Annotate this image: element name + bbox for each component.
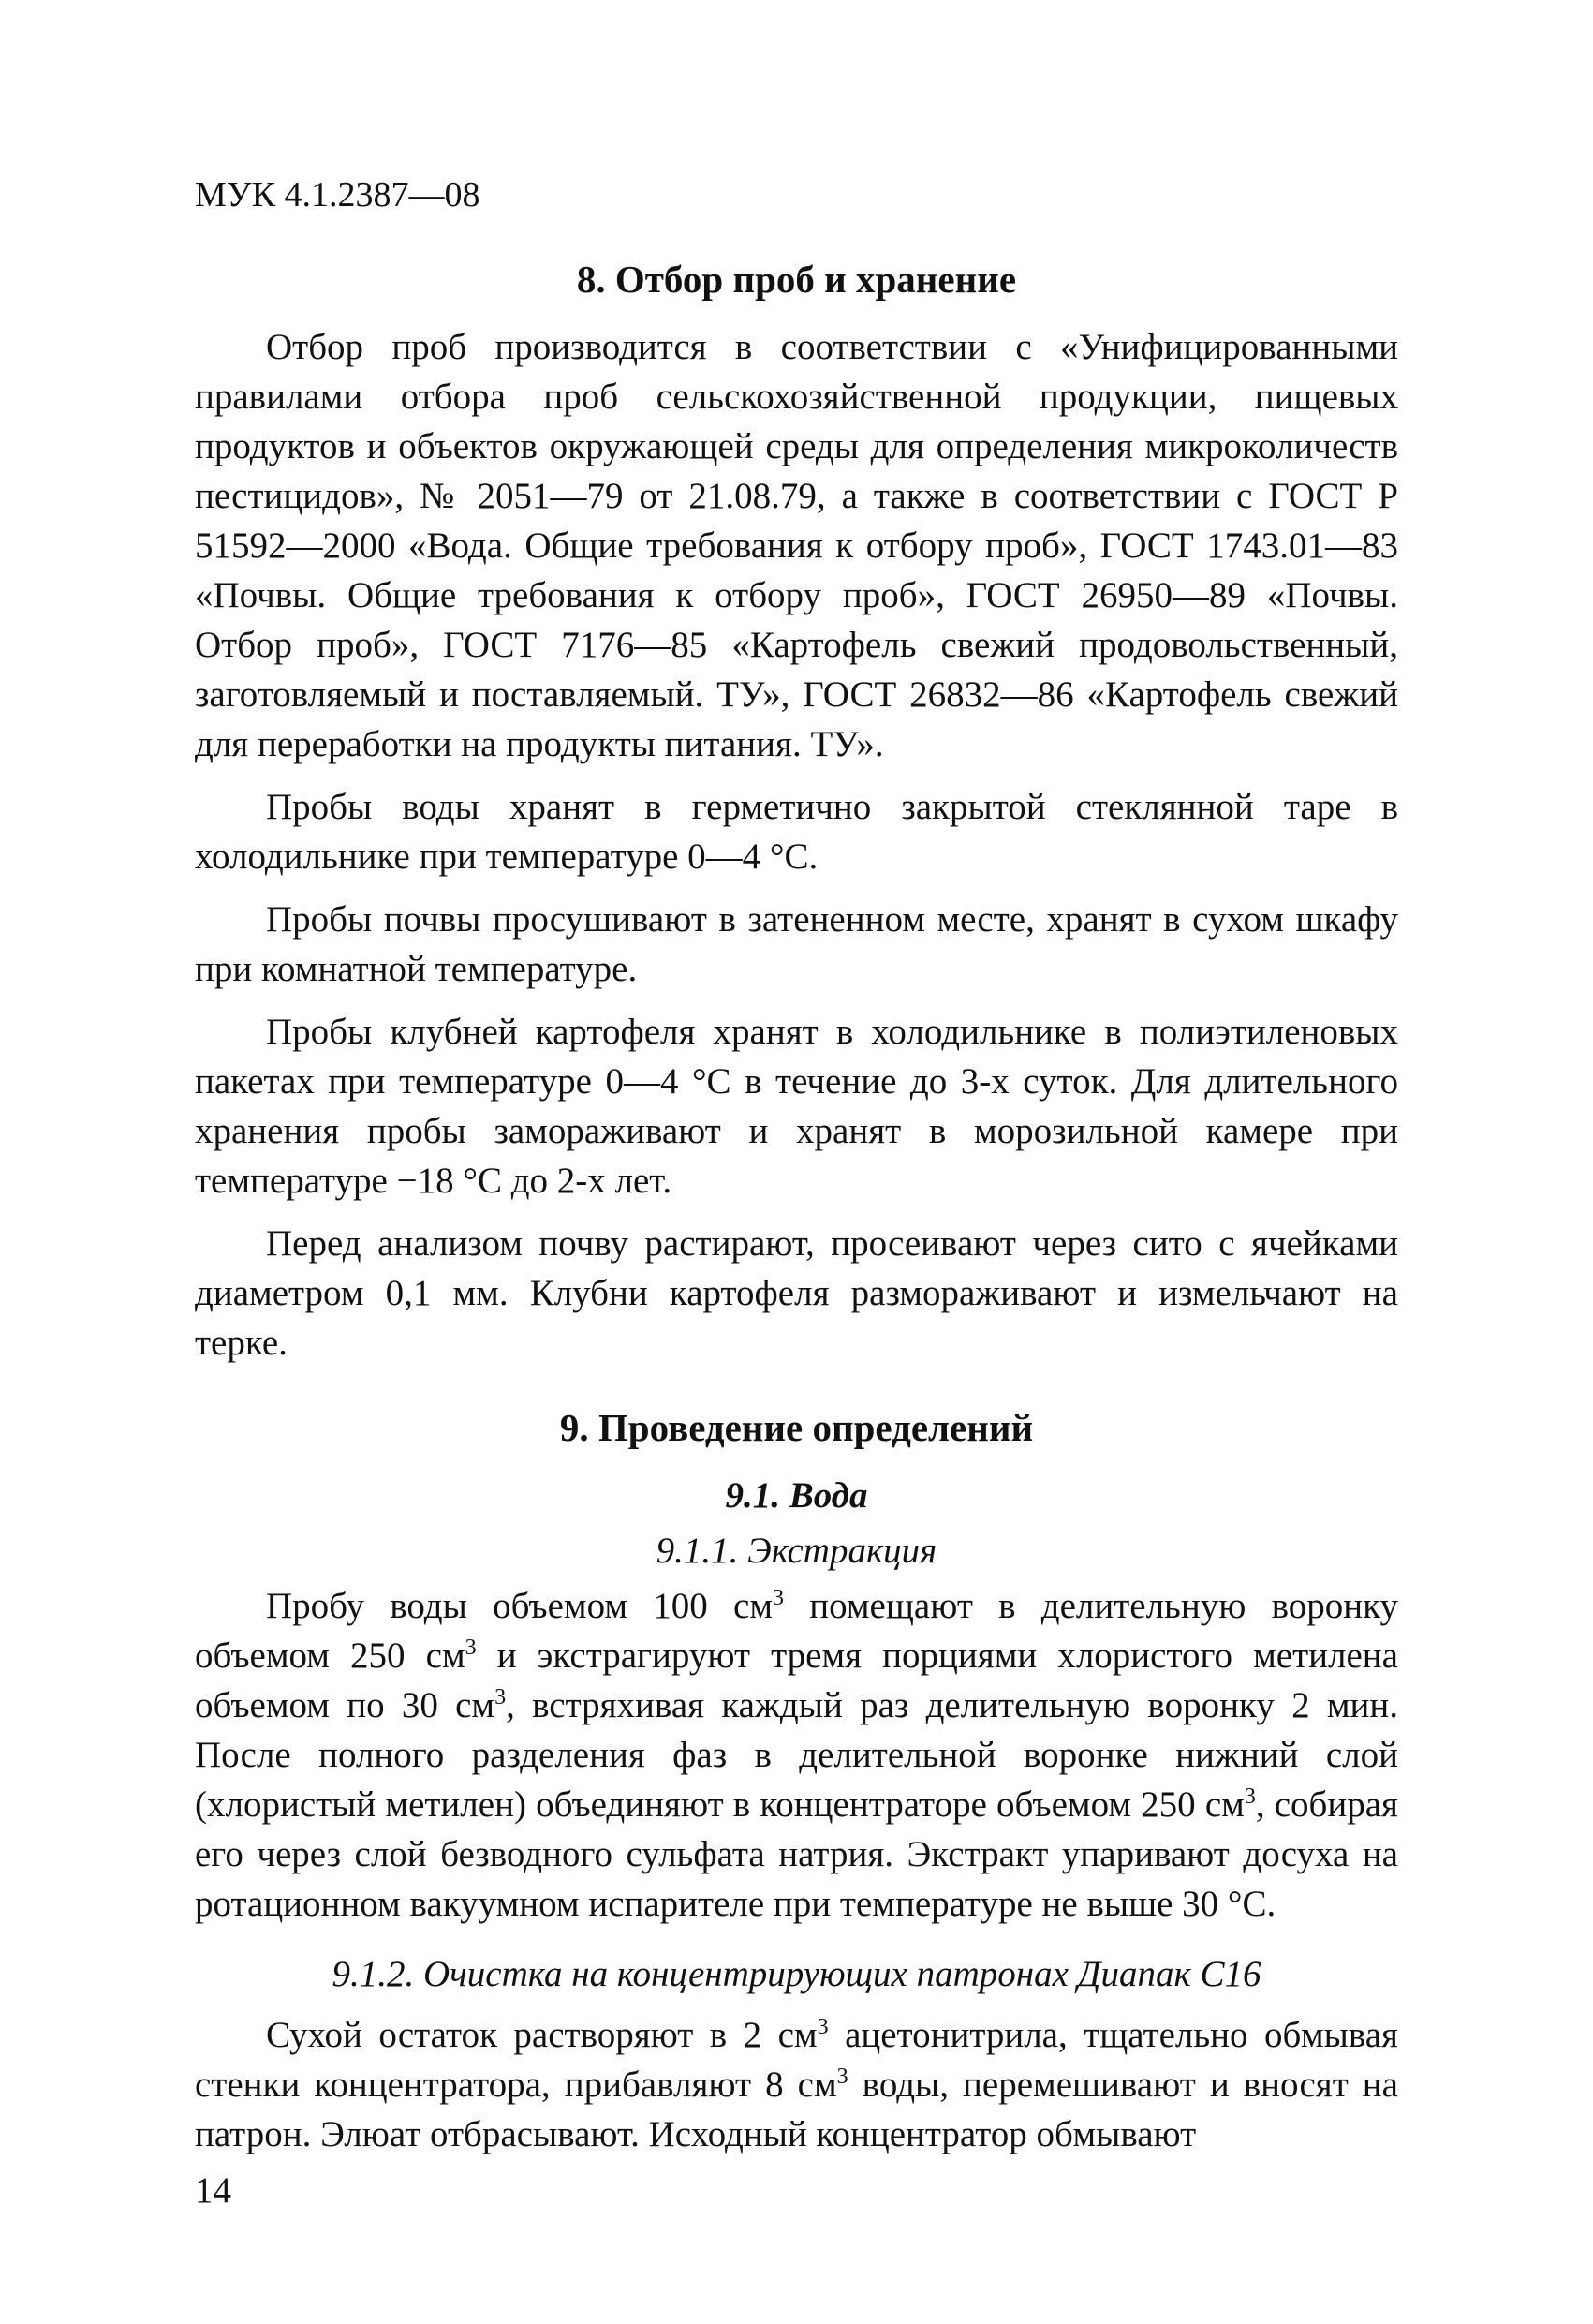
cleanup-text-3: воды, перемешивают и вносят на патрон. Элюат отбрасывают. Исходный концентратор обмывают [195,2065,1398,2154]
page-body [195,253,1398,2172]
extraction-text-4: , встряхивая каждый раз делительную воронку 2 мин. После полного разделения фаз в делительной воронке нижний слой (хлористый метилен) объединяют в концентраторе объемом 250 см [195,1685,1399,1825]
subsection-9-1-1-title: 9.1.1. Экстракция [656,1531,937,1571]
cleanup-text-1: Сухой остаток растворяют в 2 см [266,2015,818,2055]
cleanup-text-2: ацетонитрила, тщательно обмывая стенки концентратора, прибавляют 8 см [195,2015,1398,2105]
superscript-3: 3 [465,1636,477,1660]
superscript-3: 3 [836,2065,848,2089]
superscript-3: 3 [494,1685,507,1710]
section-8-paragraph-2: Пробы воды хранят в герметично закрытой стеклянной таре в холодильнике при температуре 0—4 °С. [195,787,1398,877]
extraction-text-5: , собирая его через слой безводного сульфата натрия. Экстракт упаривают досуха на ротационном вакуумном испарителе при температуре не выше 30 °С. [195,1784,1398,1924]
page-number: 14 [195,2170,231,2211]
section-8-title: 8. Отбор проб и хранение [576,258,1017,301]
section-8-paragraph-1: Отбор проб производится в соответствии с «Унифицированными правилами отбора проб сельскохозяйственной продукции, пищевых продуктов и объектов окружающей среды для определения микроколичеств пестицидов», № 2051—79 от 21.08.79, а также в соответствии с ГОСТ Р 51592—2000 «Вода. Общие требования к отбору проб», ГОСТ 1743.01—83 «Почвы. Общие требования к отбору проб», ГОСТ 26950—89 «Почвы. Отбор проб», ГОСТ 7176—85 «Картофель свежий продовольственный, заготовляемый и поставляемый. ТУ», ГОСТ 26832—86 «Картофель свежий для переработки на продукты питания. ТУ». [195,327,1398,764]
section-8-paragraph-4: Пробы клубней картофеля хранят в холодильнике в полиэтиленовых пакетах при температуре 0—4 °С в течение до 3-х суток. Для длительного хранения пробы замораживают и хранят в морозильной камере при температуре −18 °С до 2-х лет. [195,1012,1398,1201]
extraction-text-1: Пробу воды объемом 100 см [266,1586,773,1626]
section-9-title: 9. Проведение определений [559,1406,1034,1449]
subsection-9-1-2-title: 9.1.2. Очистка на концентрирующих патронах Диапак С16 [332,1954,1261,1994]
superscript-3: 3 [817,2015,829,2039]
extraction-paragraph [195,1581,1398,1929]
section-8-paragraph-3: Пробы почвы просушивают в затененном месте, хранят в сухом шкафу при комнатной температуре. [195,899,1398,989]
extraction-text-2: помещают в делительную воронку объемом 250 см [195,1586,1398,1676]
superscript-3: 3 [1244,1784,1256,1809]
superscript-3: 3 [773,1586,784,1610]
extraction-text-3: и экстрагируют тремя порциями хлористого метилена объемом по 30 см [195,1636,1398,1725]
cleanup-paragraph [195,2010,1398,2159]
section-8-paragraph-5: Перед анализом почву растирают, просеивают через сито с ячейками диаметром 0,1 мм. Клубни картофеля размораживают и измельчают на терке. [195,1223,1398,1363]
document-code-header: МУК 4.1.2387—08 [195,175,480,215]
subsection-9-1-title: 9.1. Вода [725,1475,868,1516]
